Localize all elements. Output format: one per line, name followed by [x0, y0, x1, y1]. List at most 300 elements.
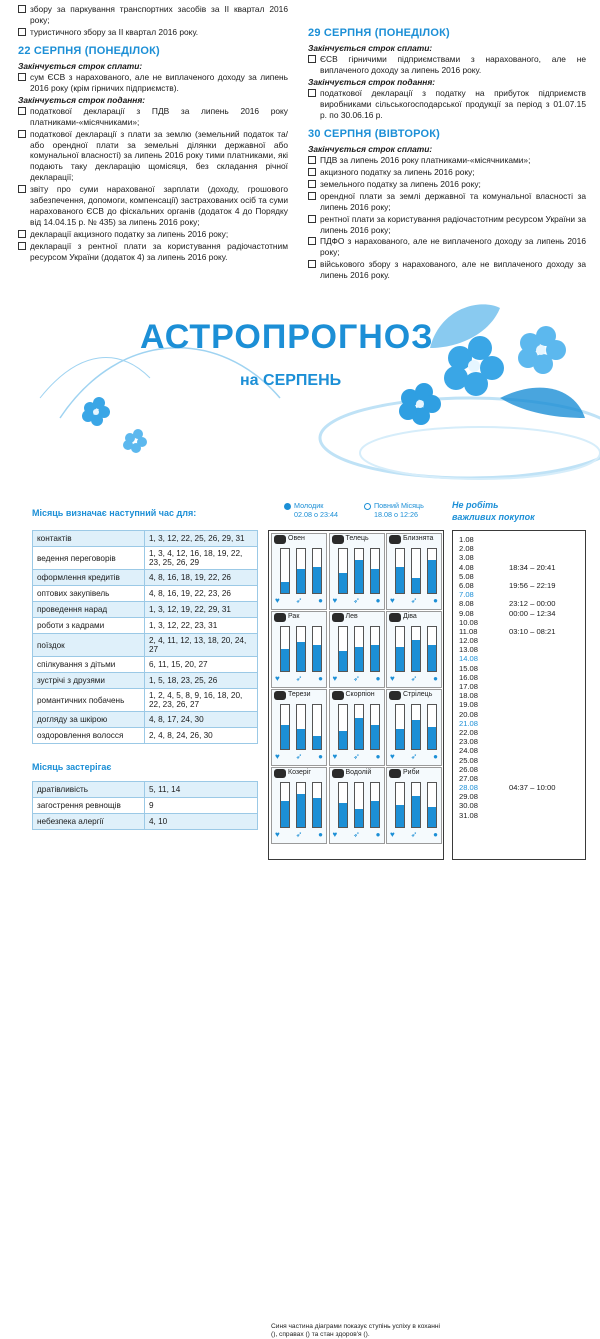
purchase-time: 04:37 – 10:00 — [509, 783, 556, 793]
row-label: загострення ревнощів — [33, 798, 145, 814]
row-days: 4, 10 — [145, 814, 258, 830]
zodiac-sign-icon — [274, 691, 286, 700]
purchase-time: 18:34 – 20:41 — [509, 562, 556, 572]
row-days: 2, 4, 8, 24, 26, 30 — [145, 728, 258, 744]
row-days: 4, 8, 16, 18, 19, 22, 26 — [145, 570, 258, 586]
checkbox[interactable] — [18, 185, 26, 193]
purchases-list — [452, 530, 586, 860]
list-item — [459, 737, 579, 746]
zodiac-sign-icon — [274, 769, 286, 778]
bar — [411, 626, 421, 672]
arrow-icon: ➶ — [353, 752, 360, 761]
bar — [338, 548, 348, 594]
flower-icon — [82, 397, 110, 426]
bar-fill — [355, 809, 363, 827]
row-days: 4, 8, 17, 24, 30 — [145, 712, 258, 728]
list-item: збору за паркування транспортних засобів за ІІ квартал 2016 року; — [18, 4, 288, 26]
checkbox[interactable] — [308, 168, 316, 176]
bar — [395, 704, 405, 750]
bar-fill — [412, 640, 420, 671]
zodiac-cell — [271, 611, 327, 688]
bar-fill — [339, 803, 347, 827]
list-item — [459, 627, 579, 636]
row-days: 1, 3, 12, 22, 25, 26, 29, 31 — [145, 531, 258, 547]
list-item — [459, 756, 579, 765]
zodiac-icons — [390, 674, 438, 685]
row-label: контактів — [33, 531, 145, 547]
bar — [296, 704, 306, 750]
bar-fill — [355, 647, 363, 671]
table-row — [33, 618, 258, 634]
left-column — [18, 4, 288, 264]
list-item: туристичного збору за ІІ квартал 2016 року. — [18, 27, 288, 38]
bar — [370, 782, 380, 828]
list-item: декларації акцизного податку за липень 2016 року; — [18, 229, 288, 240]
list-item — [459, 618, 579, 627]
zodiac-sign-icon — [389, 535, 401, 544]
purchase-date: 21.08 — [459, 718, 479, 728]
date-heading: 22 СЕРПНЯ (ПОНЕДІЛОК) — [18, 44, 160, 57]
list-item — [459, 654, 579, 663]
bar — [338, 704, 348, 750]
row-days: 2, 4, 11, 12, 13, 18, 20, 24, 27 — [145, 634, 258, 657]
checkbox[interactable] — [308, 89, 316, 97]
purchase-date: 17.08 — [459, 682, 479, 691]
heart-icon: ♥ — [332, 830, 338, 839]
list-item — [459, 664, 579, 673]
list-item: земельного податку за липень 2016 року; — [308, 179, 586, 190]
subheading: Закінчується строк сплати: — [18, 61, 143, 72]
list-item — [459, 811, 579, 820]
purchase-time: 00:00 – 12:34 — [509, 608, 556, 618]
subheading: Закінчується строк сплати: — [308, 43, 433, 54]
purchase-date: 30.08 — [459, 801, 479, 811]
arrow-icon: ➶ — [295, 830, 303, 839]
bar — [427, 548, 437, 594]
row-label: романтичних побачень — [33, 689, 145, 712]
zodiac-name: Риби — [403, 769, 420, 776]
purchase-date: 29.08 — [459, 792, 479, 802]
row-days: 1, 2, 4, 5, 8, 9, 16, 18, 20, 22, 23, 26, 27 — [145, 689, 258, 712]
money-bag-icon: ● — [375, 674, 381, 683]
page-subtitle: на СЕРПЕНЬ — [240, 372, 342, 389]
bar — [411, 782, 421, 828]
list-item — [459, 700, 579, 709]
zodiac-cell — [386, 689, 442, 766]
checkbox[interactable] — [18, 242, 26, 250]
purchase-date: 5.08 — [459, 571, 474, 581]
purchase-date: 7.08 — [459, 590, 474, 600]
row-label: роботи з кадрами — [33, 618, 145, 634]
bar-fill — [339, 651, 347, 671]
list-item — [459, 599, 579, 608]
row-label: оздоровлення волосся — [33, 728, 145, 744]
checkbox[interactable] — [308, 180, 316, 188]
zodiac-icons — [275, 752, 323, 763]
zodiac-cell — [329, 533, 385, 610]
zodiac-name: Лев — [345, 613, 358, 620]
list-item — [459, 728, 579, 737]
checkbox[interactable] — [308, 260, 316, 268]
zodiac-icons — [333, 596, 381, 607]
zodiac-sign-icon — [332, 769, 344, 778]
list-item: податкової декларації з ПДВ за липень 2016 року платниками-«місячниками»; — [18, 106, 288, 128]
heart-icon: ♥ — [332, 674, 338, 683]
list-item — [459, 719, 579, 728]
bar-fill — [396, 805, 404, 827]
money-bag-icon: ● — [433, 596, 438, 605]
purchase-date: 15.08 — [459, 663, 479, 673]
bar — [370, 548, 380, 594]
zodiac-name: Скорпіон — [345, 691, 375, 698]
purchase-date: 20.08 — [459, 709, 479, 719]
bar-fill — [412, 720, 420, 749]
bar-fill — [313, 798, 321, 827]
flower-icon — [399, 383, 441, 425]
bar — [354, 626, 364, 672]
checkbox[interactable] — [308, 237, 316, 245]
list-item: ЄСВ гірничими підприємствами з нарахованого, але не виплаченого доходу за липень 2016 року. — [308, 54, 586, 76]
table-row — [33, 782, 258, 798]
date-heading: 29 СЕРПНЯ (ПОНЕДІЛОК) — [308, 27, 450, 39]
checkbox[interactable] — [308, 192, 316, 200]
zodiac-icons — [333, 830, 381, 841]
bar — [395, 782, 405, 828]
zodiac-name: Терези — [288, 691, 311, 698]
purchase-date: 4.08 — [459, 562, 474, 572]
zodiac-name: Телець — [345, 535, 369, 542]
heart-icon: ♥ — [275, 830, 280, 839]
list-item: декларації з рентної плати за користування радіочастотним ресурсом України (додаток 4) за липень 2016 року. — [18, 241, 288, 263]
money-bag-icon: ● — [375, 830, 381, 839]
bar — [354, 782, 364, 828]
new-moon-icon — [284, 503, 291, 510]
zodiac-icons — [275, 596, 323, 607]
bar — [280, 626, 290, 672]
bar-fill — [313, 736, 321, 749]
bar-fill — [297, 729, 305, 749]
zodiac-cell — [271, 533, 327, 610]
bar — [296, 626, 306, 672]
list-item — [459, 535, 579, 544]
list-item — [459, 563, 579, 572]
subheading: Закінчується строк подання: — [18, 94, 146, 105]
row-days: 9 — [145, 798, 258, 814]
list-item: акцизного податку за липень 2016 року; — [308, 167, 586, 178]
bar — [427, 626, 437, 672]
heart-icon: ♥ — [390, 752, 395, 761]
checkbox[interactable] — [308, 55, 316, 63]
row-days: 1, 3, 4, 12, 16, 18, 19, 22, 23, 25, 26, 29 — [145, 547, 258, 570]
row-days: 1, 3, 12, 22, 23, 31 — [145, 618, 258, 634]
arrow-icon: ➶ — [295, 674, 303, 683]
purchase-date: 31.08 — [459, 810, 479, 820]
row-days: 6, 11, 15, 20, 27 — [145, 657, 258, 673]
list-item: ПДФО з нарахованого, але не виплаченого доходу за липень 2016 року; — [308, 236, 586, 258]
zodiac-cell — [271, 689, 327, 766]
zodiac-sign-icon — [332, 613, 344, 622]
bar-fill — [297, 794, 305, 827]
purchase-date: 27.08 — [459, 773, 479, 783]
bar-fill — [371, 645, 379, 671]
row-days: 4, 8, 16, 19, 22, 23, 26 — [145, 586, 258, 602]
bar — [411, 548, 421, 594]
bar — [296, 548, 306, 594]
table-row — [33, 570, 258, 586]
purchase-date: 26.08 — [459, 764, 479, 774]
zodiac-icons — [333, 674, 381, 685]
bar — [312, 548, 322, 594]
bar-fill — [371, 801, 379, 827]
bar — [395, 626, 405, 672]
money-bag-icon: ● — [318, 674, 323, 683]
zodiac-icons — [390, 830, 438, 841]
bar — [312, 782, 322, 828]
bar-fill — [396, 567, 404, 593]
list-item — [459, 792, 579, 801]
list-item: військового збору з нарахованого, але не виплаченого доходу за липень 2016 року. — [308, 259, 586, 281]
bar-fill — [281, 725, 289, 749]
row-label: ведення переговорів — [33, 547, 145, 570]
list-item — [459, 590, 579, 599]
list-item — [459, 691, 579, 700]
zodiac-cell — [271, 767, 327, 844]
purchase-date: 9.08 — [459, 608, 474, 618]
bar-fill — [339, 573, 347, 593]
money-bag-icon: ● — [375, 596, 381, 605]
zodiac-legend: Синя частина діаграми показує ступінь успіху в коханні (), справах () та стан здоров'я (). — [271, 1323, 440, 1339]
money-bag-icon: ● — [433, 752, 438, 761]
table-row — [33, 531, 258, 547]
bar — [280, 548, 290, 594]
heart-icon: ♥ — [390, 674, 395, 683]
row-label: догляду за шкірою — [33, 712, 145, 728]
list-item: рентної плати за користування радіочастотним ресурсом України за липень 2016 року; — [308, 214, 586, 236]
purchase-date: 28.08 — [459, 783, 479, 793]
row-label: поїздок — [33, 634, 145, 657]
purchase-time: 19:56 – 22:19 — [509, 580, 556, 590]
bar-fill — [428, 727, 436, 749]
bar-fill — [355, 560, 363, 593]
date-heading: 30 СЕРПНЯ (ВІВТОРОК) — [308, 127, 441, 140]
list-item: ПДВ за липень 2016 року платниками-«місячниками»; — [308, 155, 586, 166]
bar — [427, 782, 437, 828]
purchase-date: 12.08 — [459, 636, 479, 646]
checkbox[interactable] — [18, 5, 26, 13]
list-item: сум ЄСВ з нарахованого, але не виплаченого доходу за липень 2016 року (крім гірничих підприємств). — [18, 72, 288, 94]
arrow-icon: ➶ — [353, 830, 360, 839]
row-label: оформлення кредитів — [33, 570, 145, 586]
row-label: зустрічі з друзями — [33, 673, 145, 689]
arrow-icon: ➶ — [410, 830, 418, 839]
warn-table-heading: Місяць застерігає — [32, 762, 112, 772]
list-item — [459, 673, 579, 682]
bar-fill — [297, 642, 305, 671]
page-title: АСТРОПРОГНОЗ — [140, 318, 434, 356]
purchase-date: 25.08 — [459, 755, 479, 765]
table-row — [33, 814, 258, 830]
bar — [354, 548, 364, 594]
table-row — [33, 798, 258, 814]
purchase-date: 11.08 — [459, 626, 478, 636]
heart-icon: ♥ — [390, 596, 395, 605]
list-item — [459, 609, 579, 618]
full-moon: Повний Місяць 18.08 о 12:26 — [364, 502, 424, 519]
zodiac-icons — [333, 752, 381, 763]
list-item — [459, 544, 579, 553]
checkbox[interactable] — [18, 130, 26, 138]
list-item — [459, 572, 579, 581]
bar — [296, 782, 306, 828]
arrow-icon: ➶ — [295, 596, 303, 605]
money-bag-icon: ● — [318, 830, 323, 839]
subheading: Закінчується строк сплати: — [308, 144, 433, 155]
zodiac-cell — [386, 611, 442, 688]
heart-icon: ♥ — [390, 830, 395, 839]
purchases-heading: Не робіть важливих покупок — [452, 500, 535, 522]
bar-fill — [281, 582, 289, 593]
zodiac-cell — [386, 767, 442, 844]
zodiac-icons — [275, 830, 323, 841]
money-bag-icon: ● — [375, 752, 381, 761]
table-row — [33, 634, 258, 657]
bar — [411, 704, 421, 750]
checkbox[interactable] — [18, 28, 26, 36]
warn-table — [32, 781, 258, 830]
row-label: дратівливість — [33, 782, 145, 798]
list-item — [459, 765, 579, 774]
money-bag-icon: ● — [318, 752, 323, 761]
heart-icon: ♥ — [332, 752, 338, 761]
bar-fill — [297, 569, 305, 593]
bar — [354, 704, 364, 750]
purchase-time: 23:12 – 00:00 — [509, 599, 556, 609]
bar-fill — [428, 807, 436, 827]
zodiac-cell — [386, 533, 442, 610]
row-label: проведення нарад — [33, 602, 145, 618]
table-row — [33, 602, 258, 618]
bar — [427, 704, 437, 750]
purchase-date: 16.08 — [459, 672, 479, 682]
checkbox[interactable] — [308, 215, 316, 223]
bar — [395, 548, 405, 594]
heart-icon: ♥ — [275, 752, 280, 761]
bar — [280, 782, 290, 828]
zodiac-cell — [329, 611, 385, 688]
bar-fill — [371, 569, 379, 593]
zodiac-cell — [329, 689, 385, 766]
heart-icon: ♥ — [332, 596, 338, 605]
bar-fill — [428, 560, 436, 593]
list-item — [459, 710, 579, 719]
list-item — [459, 636, 579, 645]
purchase-date: 18.08 — [459, 691, 479, 701]
arrow-icon: ➶ — [410, 674, 418, 683]
bar — [338, 782, 348, 828]
money-bag-icon: ● — [433, 674, 438, 683]
table-row — [33, 673, 258, 689]
bar — [280, 704, 290, 750]
purchase-date: 13.08 — [459, 645, 479, 655]
row-days: 5, 11, 14 — [145, 782, 258, 798]
list-item — [459, 801, 579, 810]
purchase-date: 6.08 — [459, 580, 474, 590]
checkbox[interactable] — [308, 156, 316, 164]
table-row — [33, 547, 258, 570]
zodiac-icons — [390, 752, 438, 763]
bar-fill — [313, 567, 321, 593]
list-item — [459, 645, 579, 654]
list-item — [459, 746, 579, 755]
bar-fill — [396, 729, 404, 749]
arrow-icon: ➶ — [410, 596, 418, 605]
bar-fill — [428, 645, 436, 671]
zodiac-name: Діва — [403, 613, 417, 620]
row-label: небезпека алергії — [33, 814, 145, 830]
zodiac-icons — [390, 596, 438, 607]
bar — [312, 626, 322, 672]
zodiac-sign-icon — [274, 535, 286, 544]
bar-fill — [412, 796, 420, 827]
new-moon: Молодик 02.08 о 23:44 — [284, 502, 338, 519]
purchase-time: 03:10 – 08:21 — [509, 626, 556, 636]
moon-table — [32, 530, 258, 744]
row-label: спілкування з дітьми — [33, 657, 145, 673]
purchase-date: 22.08 — [459, 727, 479, 737]
list-item: звіту про суми нарахованої зарплати (доходу, грошового забезпечення, допомоги, компенсації) застрахованих осіб та суми нарахованого ЄСВ до фіскальних органів (додаток 4 до Порядку від 14.04.15 р. № 435) за липень 2016 року; — [18, 184, 288, 228]
list-item: податкової декларації з плати за землю (земельний податок та/або орендної плати за земельні ділянки державної або комунальної власності) за липень 2016 року тими платниками, які подають таку декларацію щомісяця, без складання річної декларації; — [18, 129, 288, 184]
bar-fill — [412, 578, 420, 593]
row-days: 1, 5, 18, 23, 25, 26 — [145, 673, 258, 689]
zodiac-name: Рак — [288, 613, 300, 620]
table-row — [33, 586, 258, 602]
list-item: податкової декларації з податку на прибуток підприємств виробниками сільськогосподарської продукції за період з 01.07.15 р. по 30.06.16 р. — [308, 88, 586, 121]
checkbox[interactable] — [18, 73, 26, 81]
purchase-date: 19.08 — [459, 700, 479, 710]
purchase-date: 10.08 — [459, 617, 479, 627]
arrow-icon: ➶ — [353, 674, 360, 683]
zodiac-name: Овен — [288, 535, 305, 542]
swirl — [360, 427, 600, 479]
subheading: Закінчується строк подання: — [308, 77, 436, 88]
zodiac-cell — [329, 767, 385, 844]
zodiac-grid — [268, 530, 444, 1339]
arrow-icon: ➶ — [295, 752, 303, 761]
bar — [338, 626, 348, 672]
list-item — [459, 682, 579, 691]
bar — [312, 704, 322, 750]
bar — [370, 626, 380, 672]
checkbox[interactable] — [18, 107, 26, 115]
zodiac-sign-icon — [389, 613, 401, 622]
purchase-date: 2.08 — [459, 544, 474, 554]
list-item — [459, 553, 579, 562]
zodiac-sign-icon — [389, 691, 401, 700]
purchase-date: 23.08 — [459, 737, 479, 747]
checkbox[interactable] — [18, 230, 26, 238]
leaf-icon — [500, 388, 585, 418]
bar-fill — [281, 649, 289, 671]
zodiac-name: Водолій — [345, 769, 372, 776]
purchase-date: 8.08 — [459, 599, 474, 609]
purchase-date: 3.08 — [459, 553, 474, 563]
zodiac-name: Стрілець — [403, 691, 433, 698]
list-item — [459, 774, 579, 783]
money-bag-icon: ● — [433, 830, 438, 839]
zodiac-sign-icon — [274, 613, 286, 622]
bar-fill — [371, 725, 379, 749]
row-days: 1, 3, 12, 19, 22, 29, 31 — [145, 602, 258, 618]
